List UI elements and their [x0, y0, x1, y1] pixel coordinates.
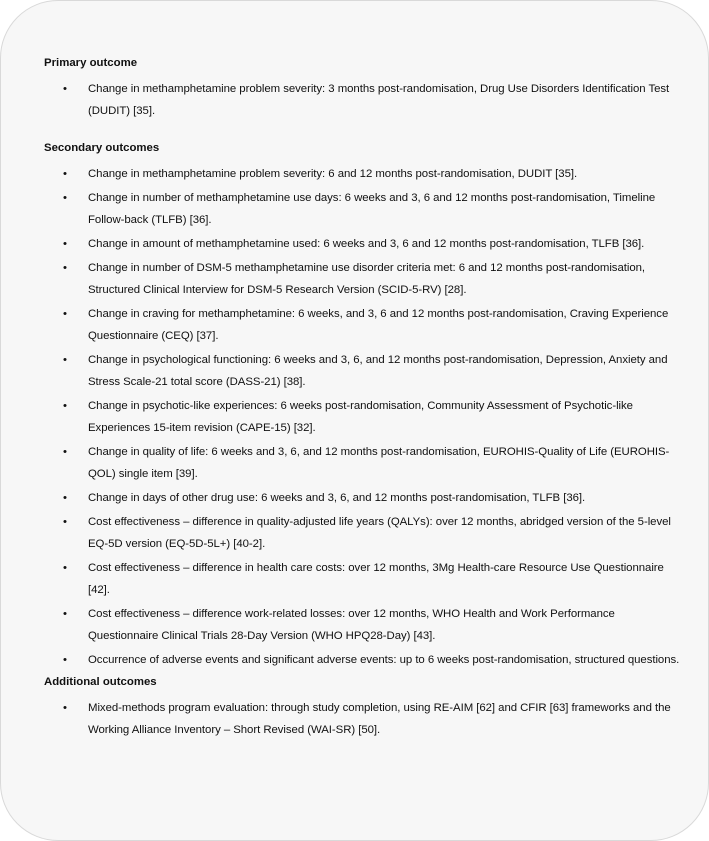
outcome-list — [44, 163, 688, 671]
list-item-text: Cost effectiveness – difference in quality-adjusted life years (QALYs): over 12 months, abridged version of the 5-level EQ-5D version (EQ-5D-5L+) [40-2]. — [88, 516, 671, 550]
list-item — [44, 487, 688, 509]
bullet: • — [63, 702, 67, 714]
bullet: • — [63, 168, 67, 180]
list-item — [44, 257, 688, 301]
list-item-text: Change in amount of methamphetamine used: 6 weeks and 3, 6 and 12 months post-randomisation, TLFB [36]. — [88, 238, 645, 250]
list-item-text: Change in days of other drug use: 6 weeks and 3, 6, and 12 months post-randomisation, TLFB [36]. — [88, 492, 586, 504]
bullet: • — [63, 262, 67, 274]
list-item-text: Change in quality of life: 6 weeks and 3, 6, and 12 months post-randomisation, EUROHIS-Quality of Life (EUROHIS-QOL) single item [39]. — [88, 446, 670, 480]
list-item — [44, 78, 688, 122]
list-item — [44, 395, 688, 439]
list-item-text: Cost effectiveness – difference in health care costs: over 12 months, 3Mg Health-care Resource Use Questionnaire [42]. — [88, 562, 664, 596]
list-item — [44, 441, 688, 485]
section-heading: Primary outcome — [44, 57, 138, 69]
bullet: • — [63, 192, 67, 204]
bullet: • — [63, 492, 67, 504]
list-item-text: Mixed-methods program evaluation: through study completion, using RE-AIM [62] and CFIR [63] frameworks and the Working Alliance Inventory – Short Revised (WAI-SR) [50]. — [88, 702, 671, 736]
list-item — [44, 163, 688, 185]
bullet: • — [63, 446, 67, 458]
list-item-text: Change in number of methamphetamine use days: 6 weeks and 3, 6 and 12 months post-randomisation, Timeline Follow-back (TLFB) [36]. — [88, 192, 656, 226]
list-item — [44, 187, 688, 231]
list-item-text: Change in craving for methamphetamine: 6 weeks, and 3, 6 and 12 months post-randomisation, Craving Experience Questionnaire (CEQ) [37]. — [88, 308, 669, 342]
bullet: • — [63, 238, 67, 250]
section-primary-outcome — [44, 54, 688, 122]
list-item-text: Change in psychotic-like experiences: 6 weeks post-randomisation, Community Assessment of Psychotic-like Experiences 15-item revision (CAPE-15) [32]. — [88, 400, 633, 434]
bullet: • — [63, 83, 67, 95]
bullet: • — [63, 308, 67, 320]
bullet: • — [63, 516, 67, 528]
section-heading: Secondary outcomes — [44, 142, 160, 154]
list-item-text: Occurrence of adverse events and significant adverse events: up to 6 weeks post-randomisation, structured questions. — [88, 654, 680, 666]
bullet: • — [63, 654, 67, 666]
bullet: • — [63, 562, 67, 574]
section-secondary-outcomes — [44, 139, 688, 671]
bullet: • — [63, 400, 67, 412]
list-item-text: Change in methamphetamine problem severity: 3 months post-randomisation, Drug Use Disorders Identification Test (DUDIT) [35]. — [88, 83, 670, 117]
bullet: • — [63, 354, 67, 366]
list-item — [44, 697, 688, 741]
outcome-list — [44, 697, 688, 741]
list-item — [44, 511, 688, 555]
section-additional-outcomes — [44, 673, 688, 741]
outcome-list — [44, 78, 688, 122]
section-heading: Additional outcomes — [44, 676, 157, 688]
list-item-text: Change in number of DSM-5 methamphetamine use disorder criteria met: 6 and 12 months post-randomisation, Structured Clinical Interview for DSM-5 Research Version (SCID-5-RV) [28]. — [88, 262, 646, 296]
list-item — [44, 603, 688, 647]
bullet: • — [63, 608, 67, 620]
list-item — [44, 233, 688, 255]
list-item — [44, 649, 688, 671]
list-item — [44, 349, 688, 393]
list-item-text: Change in methamphetamine problem severity: 6 and 12 months post-randomisation, DUDIT [35]. — [88, 168, 578, 180]
list-item — [44, 557, 688, 601]
list-item-text: Change in psychological functioning: 6 weeks and 3, 6, and 12 months post-randomisation, Depression, Anxiety and Stress Scale-21 total score (DASS-21) [38]. — [88, 354, 668, 388]
list-item — [44, 303, 688, 347]
list-item-text: Cost effectiveness – difference work-related losses: over 12 months, WHO Health and Work Performance Questionnaire Clinical Trials 28-Day Version (WHO HPQ28-Day) [43]. — [88, 608, 615, 642]
